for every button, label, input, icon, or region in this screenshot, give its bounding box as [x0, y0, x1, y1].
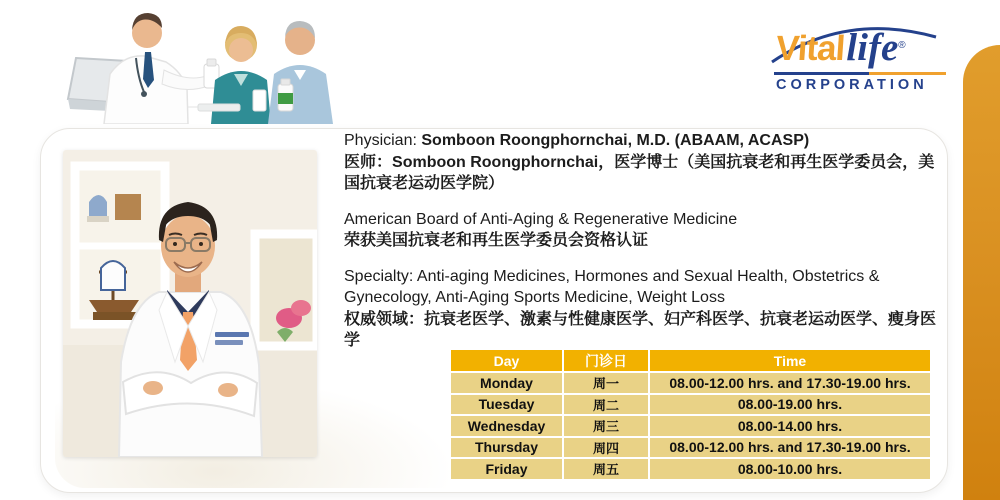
brand-life: life: [846, 26, 899, 69]
day-zh-cell: 周三: [564, 416, 648, 436]
header-day: Day: [451, 350, 562, 371]
brand-vital: Vital: [774, 29, 846, 68]
schedule-row-monday: [451, 373, 930, 393]
day-zh-cell: 周五: [564, 459, 648, 479]
time-cell: 08.00-12.00 hrs. and 17.30-19.00 hrs.: [650, 373, 930, 393]
registered-mark: ®: [898, 40, 906, 51]
physician-line-zh: [344, 152, 950, 195]
brand-underline: [774, 72, 946, 75]
schedule-row-wednesday: [451, 416, 930, 436]
day-zh-cell: 周二: [564, 395, 648, 415]
physician-profile-card: [40, 128, 948, 493]
hero-consultation-illustration: [48, 0, 344, 124]
underline-navy-segment: [774, 72, 869, 75]
logo-wordmark: [776, 28, 906, 76]
time-cell: 08.00-10.00 hrs.: [650, 459, 930, 479]
physician-label: Physician:: [344, 132, 422, 149]
schedule-row-friday: [451, 459, 930, 479]
physician-name: Somboon Roongphornchai, M.D. (ABAAM, ACASP): [421, 132, 810, 149]
orange-accent-bar: [963, 45, 1000, 500]
schedule-table-wrapper: [449, 348, 932, 481]
time-cell: 08.00-19.00 hrs.: [650, 395, 930, 415]
doctor-portrait-photo: [63, 150, 317, 457]
doctor-portrait-illustration: [63, 150, 317, 457]
schedule-table: [449, 348, 932, 481]
board-certification-en: American Board of Anti-Aging & Regenerative Medicine: [344, 210, 738, 228]
time-cell: 08.00-12.00 hrs. and 17.30-19.00 hrs.: [650, 438, 930, 458]
vitallife-logo: [768, 20, 954, 94]
day-cell: Tuesday: [451, 395, 562, 415]
board-certification-zh: 荣获美国抗衰老和再生医学委员会资格认证: [344, 232, 649, 249]
underline-orange-segment: [869, 72, 946, 75]
physician-label-zh: 医师：: [344, 153, 393, 171]
specialty-en: Specialty: Anti-aging Medicines, Hormones and Sexual Health, Obstetrics & Gynecology, Anti-Aging Sports Medicine, Weight Loss: [344, 267, 880, 306]
day-zh-cell: 周四: [564, 438, 648, 458]
day-cell: Friday: [451, 459, 562, 479]
schedule-header-row: [451, 350, 930, 371]
schedule-row-tuesday: [451, 395, 930, 415]
header-day-zh: 门诊日: [564, 350, 648, 371]
header-time: Time: [650, 350, 930, 371]
schedule-row-thursday: [451, 438, 930, 458]
physician-credentials-zh: ，医学博士（美国抗衰老和再生医学委员会，美国抗衰老运动医学院）: [344, 153, 935, 192]
physician-line: [344, 130, 950, 152]
day-cell: Thursday: [451, 438, 562, 458]
day-cell: Monday: [451, 373, 562, 393]
profile-text-block: [344, 130, 950, 352]
physician-name-zh: Somboon Roongphornchai: [392, 153, 599, 171]
time-cell: 08.00-14.00 hrs.: [650, 416, 930, 436]
day-zh-cell: 周一: [564, 373, 648, 393]
corporation-label: CORPORATION: [776, 77, 928, 93]
specialty-zh: 权威领域：抗衰老医学、激素与性健康医学、妇产科医学、抗衰老运动医学、瘦身医学: [344, 310, 937, 349]
hero-consultation-photo: [48, 0, 344, 124]
day-cell: Wednesday: [451, 416, 562, 436]
